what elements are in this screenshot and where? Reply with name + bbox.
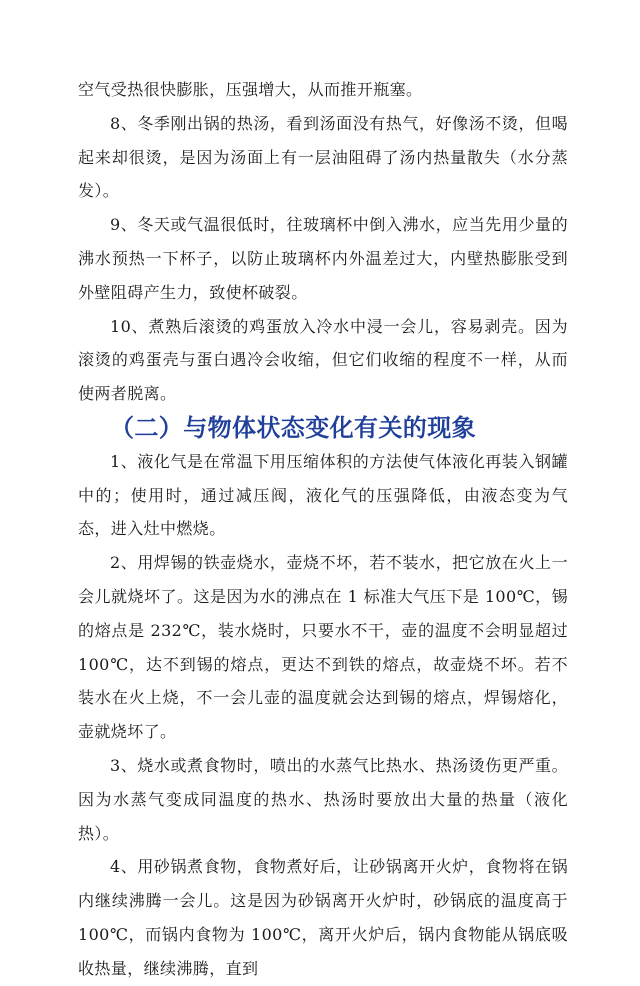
paragraph-continuation: 空气受热很快膨胀，压强增大，从而推开瓶塞。 (78, 80, 423, 99)
section-paragraph-2: 2、用焊锡的铁壶烧水，壶烧不坏，若不装水，把它放在火上一会儿就烧坏了。这是因为水的沸点在 1 标准大气压下是 100℃，锡的熔点是 232℃，装水烧时，只要水不干，壶的温度不会明显超过 100℃，达不到锡的熔点，更达不到铁的熔点，故壶烧不坏。若不装水在火上烧，不一会儿壶的温度就会达到锡的熔点，焊锡熔化，壶就烧坏了。 (78, 553, 568, 742)
document-page (78, 73, 568, 986)
section-paragraph-1: 1、液化气是在常温下用压缩体积的方法使气体液化再装入钢罐中的；使用时，通过减压阀，液化气的压强降低，由液态变为气态，进入灶中燃烧。 (78, 451, 568, 539)
section-paragraph-4: 4、用砂锅煮食物，食物煮好后，让砂锅离开火炉，食物将在锅内继续沸腾一会儿。这是因为砂锅离开火炉时，砂锅底的温度高于 100℃，而锅内食物为 100℃，离开火炉后，锅内食物能从锅底吸收热量，继续沸腾，直到 (78, 857, 568, 978)
paragraph-item-9: 9、冬天或气温很低时，往玻璃杯中倒入沸水，应当先用少量的沸水预热一下杯子，以防止玻璃杯内外温差过大，内壁热膨胀受到外壁阻碍产生力，致使杯破裂。 (78, 215, 568, 302)
paragraph-item-10: 10、煮熟后滚烫的鸡蛋放入冷水中浸一会儿，容易剥壳。因为滚烫的鸡蛋壳与蛋白遇冷会收缩，但它们收缩的程度不一样，从而使两者脱离。 (78, 316, 568, 404)
section-heading: （二）与物体状态变化有关的现象 (110, 412, 476, 442)
paragraph-item-8: 8、冬季刚出锅的热汤，看到汤面没有热气，好像汤不烫，但喝起来却很烫，是因为汤面上有一层油阻碍了汤内热量散失（水分蒸发）。 (78, 113, 568, 201)
section-paragraph-3: 3、烧水或煮食物时，喷出的水蒸气比热水、热汤烫伤更严重。因为水蒸气变成同温度的热水、热汤时要放出大量的热量（液化热）。 (78, 755, 568, 843)
